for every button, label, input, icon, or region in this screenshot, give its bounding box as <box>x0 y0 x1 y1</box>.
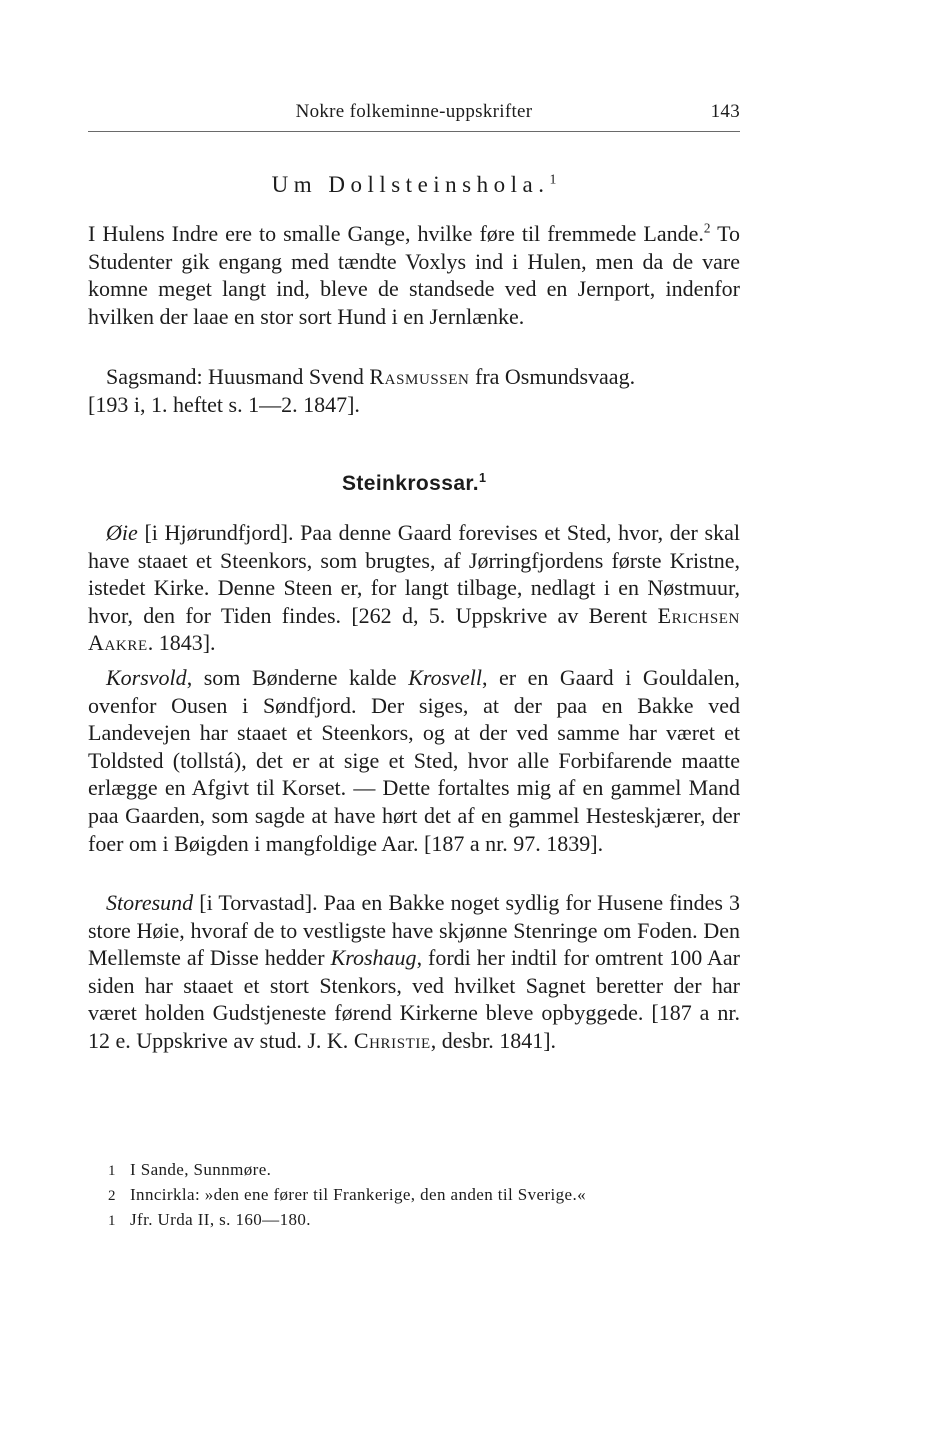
paragraph-text: , fordi her indtil for omtrent 100 Aar siden har staaet et stort Stenkors, ved hvilket Sagnet beretter der har været holden Gudstjeneste førend Kirkerne bleve opbyggede. [187 a nr. 12 e. Uppskrive av stud. J. K. <box>88 945 740 1053</box>
place-name: Korsvold <box>106 665 187 690</box>
paragraph-storesund <box>88 889 740 1055</box>
footnote-mark: 2 <box>108 1188 116 1204</box>
running-head <box>88 101 740 125</box>
footnote-mark: 1 <box>108 1213 116 1229</box>
informant-name: Christie <box>353 1027 431 1053</box>
footnote-marker: 1 <box>479 471 487 485</box>
footnote-mark: 1 <box>108 1163 116 1179</box>
footnote-marker: 1 <box>549 171 557 187</box>
running-title: Nokre folkeminne-uppskrifter <box>295 101 533 122</box>
place-name: Kroshaug <box>330 945 417 971</box>
footnote-marker: 2 <box>703 220 711 236</box>
archive-reference: [193 i, 1. heftet s. 1—2. 1847]. <box>88 391 360 417</box>
place-name: Øie <box>106 520 138 545</box>
footnotes <box>108 1158 740 1233</box>
paragraph-text: , er en Gaard i Gouldalen, ovenfor Ousen i Søndfjord. Der siges, at der paa en Bakke ved Landevejen har staaet et Steenkors, og at der ved samme har været et Toldsted (tollstá), det er at sige et Sted, hvor alle Forbifarende maatte erlægge en Afgivt til Korset. — Dette fortaltes mig af en gammel Mand paa Gaarden, som sagde at have hørt det af en gammel Hesteskjærer, der foer om i Bøigden i mangfoldige Aar. [187 a nr. 97. 1839]. <box>88 665 740 856</box>
place-name: Krosvell <box>408 665 482 690</box>
section-title-text: Um Dollsteinshola. <box>271 172 550 197</box>
section-title-dollsteinshola <box>88 172 740 198</box>
footnote-text: Inncirkla: »den ene fører til Frankerige, den anden til Sverige.« <box>130 1185 587 1204</box>
section-title-text: Steinkrossar. <box>341 472 480 495</box>
paragraph-text: To Studenter gik engang med tændte Voxlys ind i Hulen, men da de vare komne meget langt ind, bleve de standsede ved en Jernport, indenfor hvilken der laae en stor sort Hund i en Jernlænke. <box>88 221 740 329</box>
paragraph-korsvold <box>88 664 740 857</box>
footnote-text: I Sande, Sunnmøre. <box>130 1160 272 1179</box>
paragraph-text: . 1843]. <box>147 630 216 656</box>
footnote <box>108 1183 740 1208</box>
paragraph-text: [i Torvastad]. Paa en Bakke noget sydlig for Husene findes 3 store Høie, hvoraf de to vestligste have skjønne Stenringe om Foden. Den Mellemste af Disse hedder <box>88 890 740 971</box>
header-rule <box>88 131 740 132</box>
footnote <box>108 1208 740 1233</box>
footnote <box>108 1158 740 1183</box>
paragraph-oie <box>88 519 740 657</box>
informant-name: Rasmussen <box>369 364 470 389</box>
footnote-text: Jfr. Urda II, s. 160—180. <box>130 1210 311 1229</box>
paragraph-text: fra Osmundsvaag. <box>469 364 636 389</box>
informant-name: Erichsen Aakre <box>88 602 740 656</box>
place-name: Storesund <box>106 890 194 915</box>
paragraph-text: , som Bønderne kalde <box>186 665 409 690</box>
paragraph-cave-legend <box>88 220 740 330</box>
paragraph-text: I Hulens Indre ere to smalle Gange, hvilke føre til fremmede Lande. <box>88 221 704 246</box>
paragraph-text: Sagsmand: Huusmand Svend <box>106 364 370 389</box>
paragraph-text: [i Hjørundfjord]. Paa denne Gaard forevises et Sted, hvor, der skal have staaet et Steenkors, som brugtes, af Jørringfjordens første Kristne, istedet Kirke. Denne Steen er, for langt tilbage, nedlagt i en Nøstmuur, hvor, den for Tiden findes. [262 d, 5. Uppskrive av Berent <box>88 520 740 628</box>
paragraph-text: , desbr. 1841]. <box>430 1027 557 1053</box>
paragraph-source <box>88 363 740 418</box>
page-number: 143 <box>710 101 740 122</box>
section-title-steinkrossar <box>88 472 740 496</box>
